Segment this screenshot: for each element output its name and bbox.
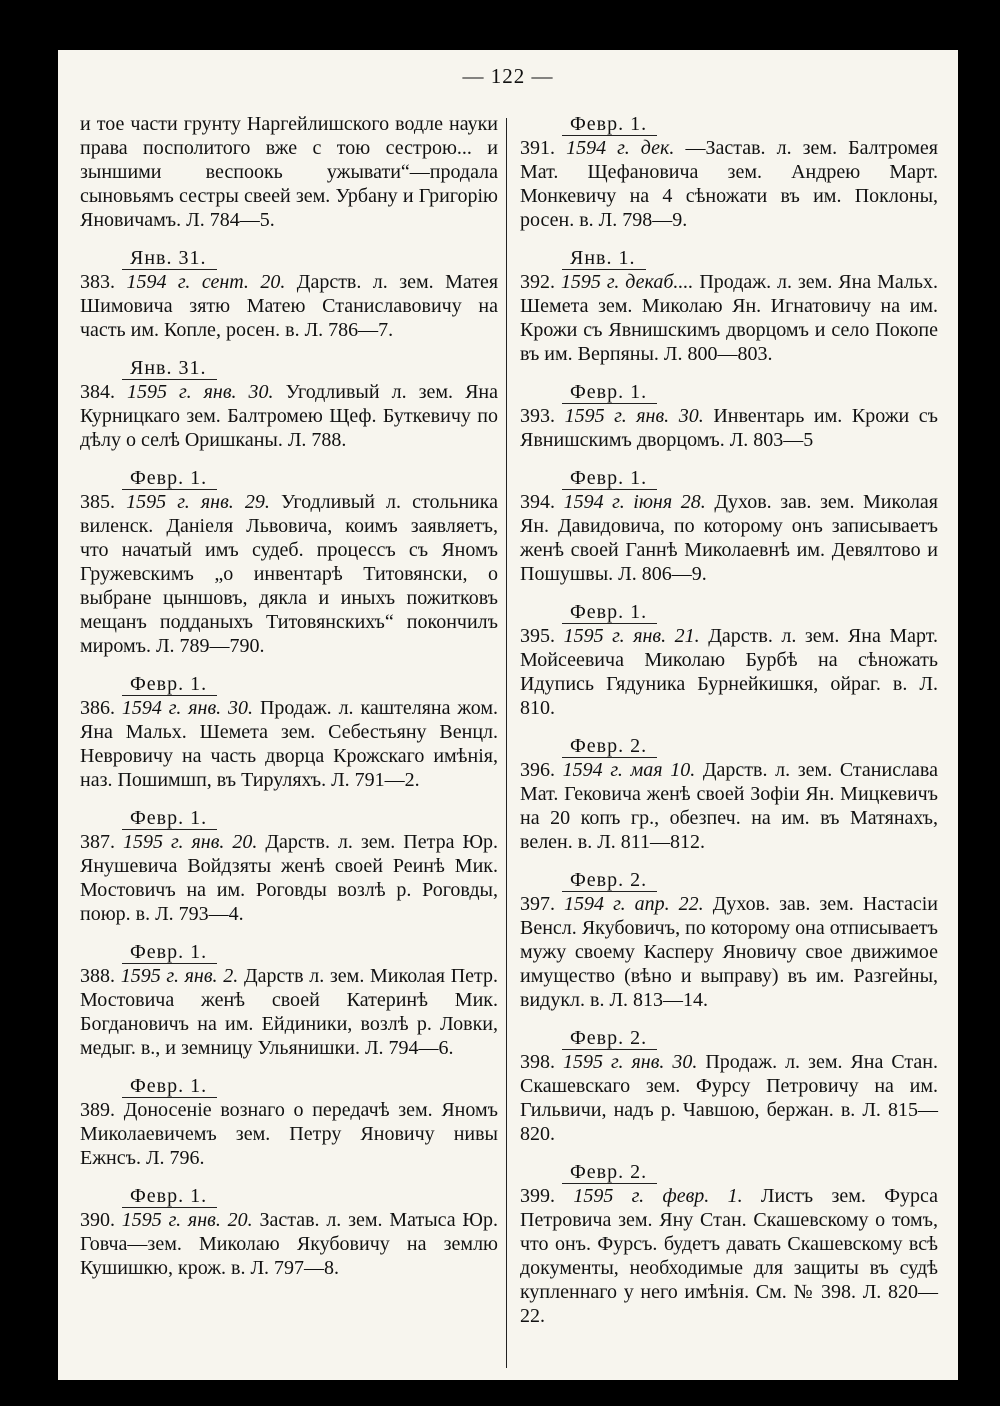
- entry-body: [520, 270, 938, 366]
- entry-date-line: 1595 г. янв. 30.: [562, 1051, 698, 1073]
- entry-text: —Застав. л. зем. Балтромея Мат. Щефановича зем. Андрею Март. Монкевичу на 4 сѣножати въ им. Поклоны, росен. в. Л. 798—9.: [520, 137, 938, 231]
- register-entry: [520, 466, 938, 586]
- entry-body: [520, 404, 938, 452]
- entry-number: 394.: [520, 491, 555, 513]
- entry-date: Февр. 2.: [562, 735, 657, 758]
- register-entry: [80, 806, 498, 926]
- entry-number: 396.: [520, 759, 555, 781]
- column-divider: [506, 118, 507, 1368]
- entry-number: 388.: [80, 965, 115, 987]
- continued-text: и тое части грунту Наргейлишского водле науки права посполитого вже с тою сестрою... и зыншими веспоокь ужывати“—продала сыновьямъ сестры свеей зем. Урбану и Григорію Яновичамъ. Л. 784—5.: [80, 113, 498, 231]
- entry-body: [520, 136, 938, 232]
- register-entry: [520, 868, 938, 1012]
- entry-date: Февр. 1.: [562, 601, 657, 624]
- entry-number: 399.: [520, 1185, 555, 1207]
- entry-date: Февр. 1.: [122, 941, 217, 964]
- entry-body: [80, 490, 498, 658]
- entry-number: 390.: [80, 1209, 115, 1231]
- register-entry: [520, 112, 938, 232]
- entry-date-line: 1595 г. янв. 2.: [120, 965, 239, 987]
- register-entry: [80, 672, 498, 792]
- entry-body: [80, 270, 498, 342]
- entry-text: Продаж. л. зем. Яна Стан. Скашевскаго зем. Фурсу Петровичу на им. Гильвичи, надъ р. Чавшою, бержан. в. Л. 815—820.: [520, 1051, 938, 1145]
- entry-number: 387.: [80, 831, 115, 853]
- entry-text: Угодливый л. стольника виленск. Данiеля Львовича, коимъ заявляетъ, что начатый имъ судеб. процессъ съ Яномъ Гружевскимъ „о инвентарѣ Титовянски, о выбране цыншовъ, дякла и иныхъ пожитковъ мещанъ подданыхъ Титовянскихъ“ покончилъ миромъ. Л. 789—790.: [80, 491, 499, 657]
- entry-number: 391.: [520, 137, 555, 159]
- register-entry: [520, 1160, 938, 1328]
- register-entry: [520, 1026, 938, 1146]
- entry-text: Доносеніе вознаго о передачѣ зем. Яномъ Миколаевичемъ зем. Петру Яновичу нивы Ежнсъ. Л. 796.: [80, 1099, 499, 1169]
- entry-body: [80, 964, 498, 1060]
- entry-date-line: 1594 г. іюня 28.: [563, 491, 706, 513]
- entry-date: Февр. 2.: [562, 1027, 657, 1050]
- entry-date: Февр. 2.: [562, 1161, 657, 1184]
- entry-number: 393.: [520, 405, 555, 427]
- entry-date-line: 1594 г. апр. 22.: [564, 893, 704, 915]
- entry-text: Угодливый л. зем. Яна Курницкаго зем. Балтромею Щеф. Буткевичу по дѣлу о селѣ Оришканы. Л. 788.: [80, 381, 498, 451]
- entry-body: [520, 758, 938, 854]
- entry-date-line: 1595 г. янв. 29.: [126, 491, 270, 513]
- entry-number: 384.: [80, 381, 115, 403]
- entry-date-line: 1595 г. янв. 20.: [122, 831, 258, 853]
- entry-text: Застав. л. зем. Матыса Юр. Говча—зем. Миколаю Якубовичу на землю Кушишкю, крож. в. Л. 797—8.: [80, 1209, 498, 1279]
- register-entry: [520, 246, 938, 366]
- entry-body: [520, 624, 938, 720]
- entry-body: [80, 1208, 498, 1280]
- entry-text: Дарств. л. зем. Станислава Мат. Гековича женѣ своей Зофіи Ян. Мицкевичъ на 20 копъ гр., обезпеч. на им. въ Матянахъ, велен. в. Л. 811—812.: [520, 759, 938, 853]
- entry-number: 389.: [80, 1099, 115, 1121]
- entry-number: 398.: [520, 1051, 555, 1073]
- entry-date-line: 1594 г. дек.: [566, 137, 675, 159]
- entry-date-line: 1595 г. янв. 21.: [563, 625, 700, 647]
- entry-text: Дарств. л. зем. Яна Март. Мойсеевича Миколаю Бурбѣ на сѣножать Идупись Гядуника Бурнейкишкя, ойраг. в. Л. 810.: [520, 625, 939, 719]
- right-entries: [520, 112, 938, 1328]
- entry-text: Инвентарь им. Крожи съ Явнишскимъ дворцомъ. Л. 803—5: [520, 405, 938, 451]
- left-entries: [80, 246, 498, 1280]
- entry-date: Янв. 31.: [122, 357, 217, 380]
- left-column: [80, 112, 498, 1294]
- entry-date: Февр. 1.: [122, 467, 217, 490]
- entry-date: Февр. 1.: [122, 807, 217, 830]
- register-entry: [520, 380, 938, 452]
- entry-number: 392.: [520, 271, 555, 293]
- entry-text: Дарств л. зем. Миколая Петр. Мостовича женѣ своей Катеринѣ Мик. Богдановичъ на им. Ейдиники, возлѣ р. Ловки, медыг. в., и земницу Ульянишки. Л. 794—6.: [80, 965, 499, 1059]
- entry-text: Духов. зав. зем. Миколая Ян. Давидовича, по которому онъ записываетъ женѣ своей Ганнѣ Миколаевнѣ им. Девялтово и Пошушвы. Л. 806—9.: [520, 491, 938, 585]
- entry-body: [80, 830, 498, 926]
- entry-date: Февр. 1.: [122, 1075, 217, 1098]
- entry-date: Февр. 1.: [122, 1185, 217, 1208]
- entry-date-line: 1594 г. мая 10.: [562, 759, 696, 781]
- entry-date: Февр. 1.: [562, 381, 657, 404]
- register-entry: [80, 246, 498, 342]
- register-entry: [80, 1074, 498, 1170]
- entry-date: Янв. 1.: [562, 247, 646, 270]
- entry-body: [80, 696, 498, 792]
- entry-date-line: 1594 г. сент. 20.: [126, 271, 286, 293]
- entry-number: 397.: [520, 893, 555, 915]
- entry-body: [520, 1050, 938, 1146]
- entry-date: Февр. 1.: [122, 673, 217, 696]
- entry-text: Духов. зав. зем. Настасіи Венсл. Якубовичъ, по которому она отписываетъ мужу своему Касперу Яновичу свое движимое имущество (вѣно и выправу) въ им. Разгейны, видукл. в. Л. 813—14.: [520, 893, 939, 1011]
- register-entry: [80, 1184, 498, 1280]
- entry-date-line: 1594 г. янв. 30.: [121, 697, 254, 719]
- entry-date-line: 1595 г. февр. 1.: [573, 1185, 743, 1207]
- entry-body: [520, 1184, 938, 1328]
- entry-body: [80, 380, 498, 452]
- right-column: [520, 112, 938, 1342]
- entry-date: Февр. 2.: [562, 869, 657, 892]
- entry-number: 386.: [80, 697, 115, 719]
- register-entry: [80, 466, 498, 658]
- entry-text: Продаж. л. каштеляна жом. Яна Мальх. Шемета зем. Себестьяну Венцл. Невровичу на часть дворца Крожскаго имѣнія, наз. Пошимшп, въ Тируляхъ. Л. 791—2.: [80, 697, 499, 791]
- document-page: [58, 50, 958, 1380]
- entry-text: Дарств. л. зем. Петра Юр. Янушевича Войдзяты женѣ своей Реинѣ Мик. Мостовичъ на им. Роговды возлѣ р. Роговды, поюр. в. Л. 793—4.: [80, 831, 499, 925]
- entry-body: [80, 1098, 498, 1170]
- entry-date-line: 1595 г. янв. 30.: [564, 405, 704, 427]
- entry-text: Продаж. л. зем. Яна Мальх. Шемета зем. Миколаю Ян. Игнатовичу на им. Крожи съ Явнишскимъ дворцомъ и село Покопе въ им. Верпяны. Л. 800—803.: [520, 271, 939, 365]
- register-entry: [520, 734, 938, 854]
- page-number: — 122 —: [462, 64, 554, 88]
- entry-date-line: 1595 г. янв. 20.: [121, 1209, 253, 1231]
- entry-date: Февр. 1.: [562, 467, 657, 490]
- entry-date-line: 1595 г. янв. 30.: [127, 381, 274, 403]
- register-entry: [80, 940, 498, 1060]
- entry-number: 395.: [520, 625, 555, 647]
- entry-date: Янв. 31.: [122, 247, 217, 270]
- entry-date: Февр. 1.: [562, 113, 657, 136]
- entry-text: Листъ зем. Фурса Петровича зем. Яну Стан. Скашевскому о томъ, что онъ. Фурсъ. будетъ давать Скашевскому всѣ документы, необходимые для защиты въ судѣ купленнаго у него имѣнія. См. № 398. Л. 820—22.: [520, 1185, 939, 1327]
- entry-number: 383.: [80, 271, 115, 293]
- register-entry: [80, 356, 498, 452]
- entry-number: 385.: [80, 491, 115, 513]
- entry-body: [520, 892, 938, 1012]
- entry-body: [520, 490, 938, 586]
- entry-date-line: 1595 г. декаб....: [560, 271, 694, 293]
- entry-text: Дарств. л. зем. Матея Шимовича зятю Матею Станиславовичу на часть им. Копле, росен. в. Л. 786—7.: [80, 271, 499, 341]
- register-entry: [520, 600, 938, 720]
